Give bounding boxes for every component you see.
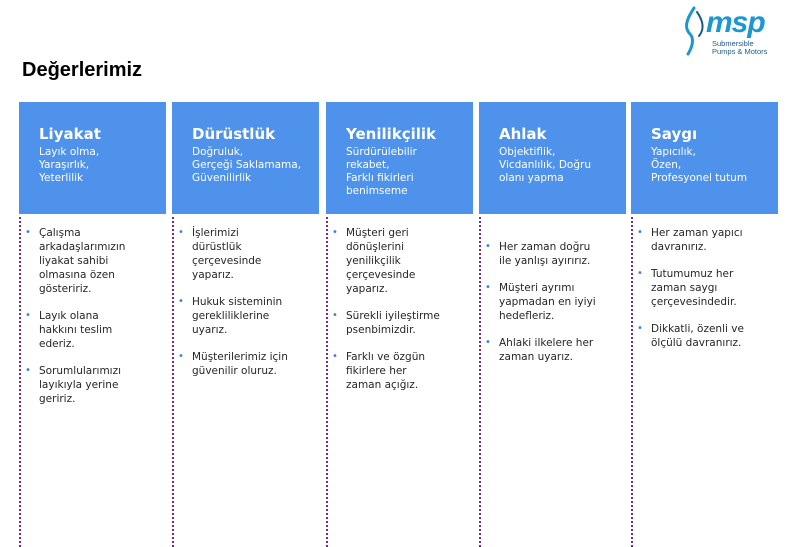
value-title: Liyakat (39, 125, 101, 143)
value-title: Ahlak (499, 125, 547, 143)
list-item: • Çalışma arkadaşlarımızın liyakat sahibi olmasına özen gösteririz. (19, 226, 167, 296)
value-subtitle: Objektiflik, Vicdanlılık, Doğru olanı yapma (499, 146, 591, 184)
list-item: • Hukuk sisteminin gerekliliklerine uyarız. (172, 295, 320, 337)
list-item: • İşlerimizi dürüstlük çerçevesinde yaparız. (172, 226, 320, 282)
msp-logo (680, 6, 792, 58)
list-item: • Müşteri ayrımı yapmadan en iyiyi hedefleriz. (479, 281, 627, 323)
value-title: Saygı (651, 125, 698, 143)
logo-subtitle (712, 40, 767, 56)
list-item: • Her zaman doğru ile yanlışı ayırırız. (479, 240, 627, 268)
value-card-header (19, 102, 166, 214)
value-subtitle: Doğruluk, Gerçeği Saklamama, Güvenilirlik (192, 146, 302, 184)
value-card-header (326, 102, 473, 214)
value-card-header (479, 102, 626, 214)
list-item: • Dikkatli, özenli ve ölçülü davranırız. (631, 322, 779, 350)
list-item: • Sürekli iyileştirme psenbimizdir. (326, 309, 474, 337)
list-item: • Müşteri geri dönüşlerini yenilikçilik çerçevesinde yaparız. (326, 226, 474, 296)
list-item: • Müşterilerimiz için güvenilir oluruz. (172, 350, 320, 378)
value-subtitle: Layık olma, Yaraşırlık, Yeterlilik (39, 146, 100, 184)
logo-wordmark: msp (706, 6, 765, 39)
logo-subtitle-line-1: Submersible (712, 39, 754, 48)
list-item: • Sorumlularımızı layıkıyla yerine geririz. (19, 364, 167, 406)
list-item: • Ahlaki ilkelere her zaman uyarız. (479, 336, 627, 364)
value-subtitle: Sürdürülebilir rekabet, Farklı fikirleri benimseme (346, 146, 417, 197)
value-title: Yenilikçilik (346, 125, 437, 143)
list-item: • Farklı ve özgün fikirlere her zaman açığız. (326, 350, 474, 392)
list-item: • Tutumumuz her zaman saygı çerçevesindedir. (631, 267, 779, 309)
list-item: • Layık olana hakkını teslim ederiz. (19, 309, 167, 351)
page-title: Değerlerimiz (22, 59, 143, 81)
value-subtitle: Yapıcılık, Özen, Profesyonel tutum (651, 146, 748, 184)
list-item: • Her zaman yapıcı davranırız. (631, 226, 779, 254)
logo-subtitle-line-2: Pumps & Motors (712, 47, 768, 56)
value-card-header (631, 102, 778, 214)
value-card-header (172, 102, 319, 214)
value-title: Dürüstlük (192, 125, 276, 143)
